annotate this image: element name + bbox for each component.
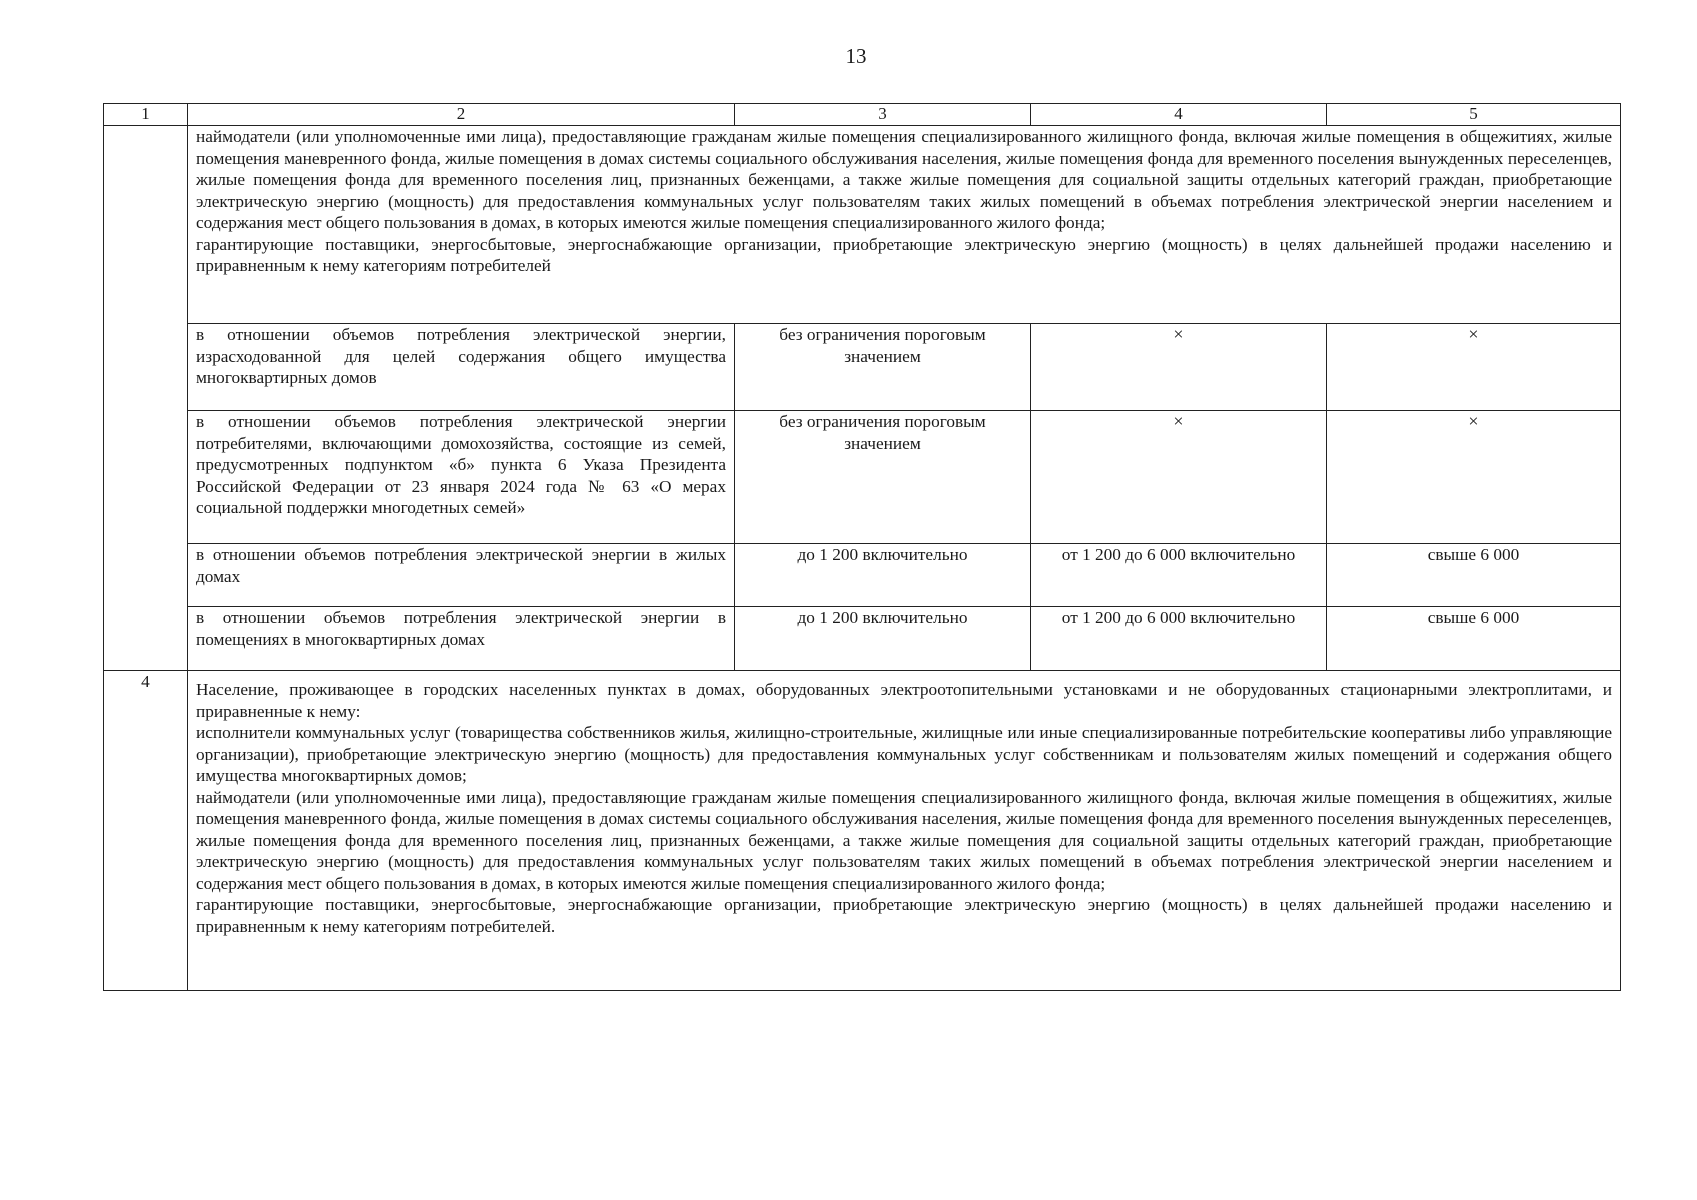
table-row — [104, 126, 1621, 324]
column-header-3: 3 — [735, 104, 1031, 126]
table-row — [104, 544, 1621, 607]
table-row — [104, 607, 1621, 671]
category-paragraph: наймодатели (или уполномоченные ими лица), предоставляющие гражданам жилые помещения специализированного жилищного фонда, включая жилые помещения в общежитиях, жилые помещения маневренного фонда, жилые помещения в домах системы социального обслуживания населения, жилые помещения фонда для временного поселения вынужденных переселенцев, жилые помещения фонда для временного поселения лиц, признанных беженцами, а также жилые помещения для социальной защиты отдельных категорий граждан, приобретающие электрическую энергию (мощность) для предоставления коммунальных услуг пользователям таких жилых помещений в объемах потребления электрической энергии населением и содержания мест общего пользования в домах, в которых имеются жилые помещения специализированного жилого фонда; — [196, 127, 1612, 232]
range-column-5: × — [1327, 411, 1621, 544]
volume-description: в отношении объемов потребления электрической энергии, израсходованной для целей содержания общего имущества многоквартирных домов — [188, 324, 735, 411]
tariff-table — [103, 103, 1621, 991]
table-row — [104, 324, 1621, 411]
volume-description: в отношении объемов потребления электрической энергии потребителями, включающими домохозяйства, состоящие из семей, предусмотренных подпунктом «б» пункта 6 Указа Президента Российской Федерации от 23 января 2024 года № 63 «О мерах социальной поддержки многодетных семей» — [188, 411, 735, 544]
category-paragraph: Население, проживающее в городских населенных пунктах в домах, оборудованных электроотопительными установками и не оборудованных стационарными электроплитами, и приравненные к нему: — [196, 680, 1612, 721]
consumer-category-cell — [188, 126, 1621, 324]
column-header-2: 2 — [188, 104, 735, 126]
category-paragraph: гарантирующие поставщики, энергосбытовые, энергоснабжающие организации, приобретающие электрическую энергию (мощность) в целях дальнейшей продажи населению и приравненным к нему категориям потребителей. — [196, 895, 1612, 936]
column-header-5: 5 — [1327, 104, 1621, 126]
page-number: 13 — [845, 44, 867, 68]
range-column-5: свыше 6 000 — [1327, 544, 1621, 607]
range-column-3: до 1 200 включительно — [735, 544, 1031, 607]
column-header-1: 1 — [104, 104, 188, 126]
category-paragraph: гарантирующие поставщики, энергосбытовые, энергоснабжающие организации, приобретающие электрическую энергию (мощность) в целях дальнейшей продажи населению и приравненным к нему категориям потребителей — [196, 234, 1612, 275]
volume-description: в отношении объемов потребления электрической энергии в помещениях в многоквартирных домах — [188, 607, 735, 671]
range-column-3: до 1 200 включительно — [735, 607, 1031, 671]
row-number-cell — [104, 126, 188, 671]
range-column-5: × — [1327, 324, 1621, 411]
row-number-cell: 4 — [104, 671, 188, 991]
range-column-3: без ограничения пороговым значением — [735, 411, 1031, 544]
category-paragraph: наймодатели (или уполномоченные ими лица), предоставляющие гражданам жилые помещения специализированного жилищного фонда, включая жилые помещения в общежитиях, жилые помещения маневренного фонда, жилые помещения в домах системы социального обслуживания населения, жилые помещения фонда для временного поселения вынужденных переселенцев, жилые помещения фонда для временного поселения лиц, признанных беженцами, а также жилые помещения для социальной защиты отдельных категорий граждан, приобретающие электрическую энергию (мощность) для предоставления коммунальных услуг пользователям таких жилых помещений в объемах потребления электрической энергии населением и содержания мест общего пользования в домах, в которых имеются жилые помещения специализированного жилого фонда; — [196, 787, 1612, 893]
category-paragraph: исполнители коммунальных услуг (товарищества собственников жилья, жилищно-строительные, жилищные или иные специализированные потребительские кооперативы либо управляющие организации), приобретающие электрическую энергию (мощность) для предоставления коммунальных услуг собственникам и пользователям жилых помещений и содержания общего имущества многоквартирных домов; — [196, 723, 1612, 785]
range-column-4: от 1 200 до 6 000 включительно — [1031, 607, 1327, 671]
consumer-category-cell — [188, 671, 1621, 991]
table-row — [104, 671, 1621, 991]
range-column-4: × — [1031, 411, 1327, 544]
range-column-4: от 1 200 до 6 000 включительно — [1031, 544, 1327, 607]
range-column-3: без ограничения пороговым значением — [735, 324, 1031, 411]
volume-description: в отношении объемов потребления электрической энергии в жилых домах — [188, 544, 735, 607]
column-number-header-row — [104, 104, 1621, 126]
range-column-4: × — [1031, 324, 1327, 411]
range-column-5: свыше 6 000 — [1327, 607, 1621, 671]
column-header-4: 4 — [1031, 104, 1327, 126]
table-row — [104, 411, 1621, 544]
